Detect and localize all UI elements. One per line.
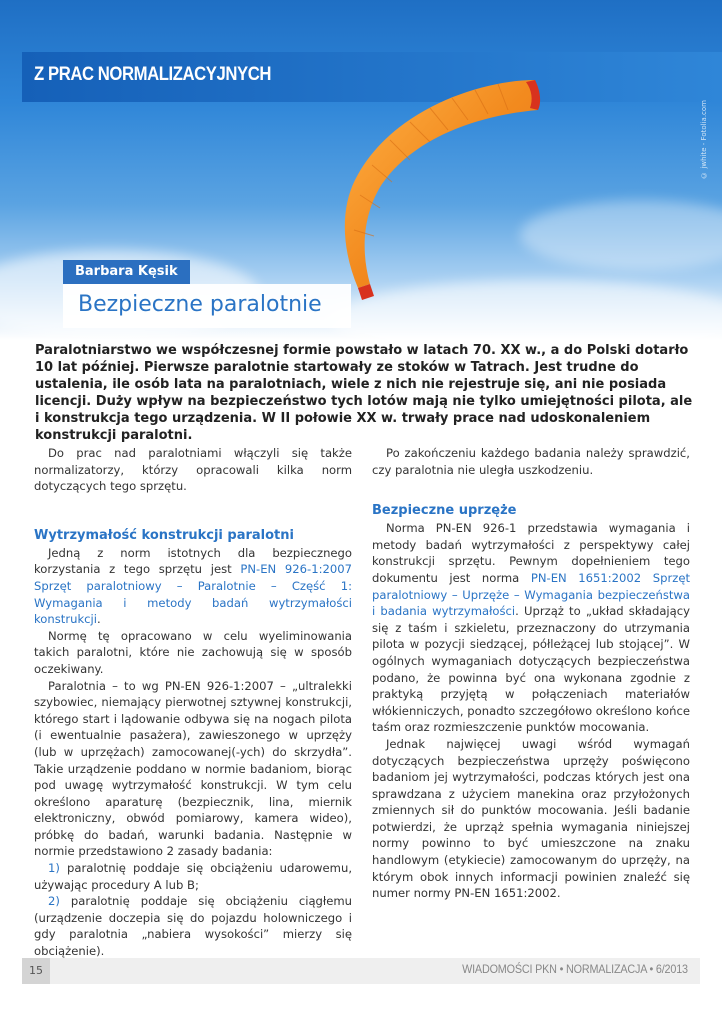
list-item — [34, 893, 352, 959]
wing-canopy — [345, 80, 538, 288]
paragraph — [372, 520, 690, 736]
list-item-text: paralotnię poddaje się obciążeniu udarowemu, używając procedury A lub B; — [34, 861, 353, 892]
article-lead: Paralotniarstwo we współczesnej formie powstało w latach 70. XX w., a do Polski dotarło 10 lat później. Pierwsze paralotnie startowały ze stoków w Tatrach. Jest trudne do ustalenia, ile osób lata na paralotniach, wiele z nich nie rejestruje się, ani nie posiada licencji. Duży wpływ na bezpieczeństwo tych lotów mają nie tylko umiejętności pilota, ale i konstrukcja tego urządzenia. W II połowie XX w. trwały prace nad udoskonaleniem konstrukcji paralotni. — [35, 343, 693, 443]
list-item-text: paralotnię poddaje się obciążeniu ciągłemu (urządzenie doczepia się do pojazdu holowniczego i gdy paralotnia „nabiera wysokości” mierzy się obciążenie). — [34, 894, 352, 959]
photo-credit: © jwhite - Fotolia.com — [700, 100, 708, 179]
paragraph-text: . Uprząż to „układ składający się z taśm i szkieletu, przeznaczony do utrzymania pilota w pozycji siedzącej, półleżącej lub stojącej”. W ogólnych wymaganiach dotyczących bezpieczeństwa podano, że powinna być ona wykonana zgodnie z praktyką przyjętą w połączeniach materiałów włókienniczych, ponadto szczegółowo określono końce taśm oraz rozmieszczenie punktów mocowania. — [372, 604, 690, 735]
author-name: Barbara Kęsik — [63, 260, 190, 284]
section-heading-strength: Wytrzymałość konstrukcji paralotni — [34, 527, 294, 543]
list-item-number: 2) — [48, 894, 60, 909]
list-item — [34, 860, 352, 893]
paragraph: Jednak najwięcej uwagi wśród wymagań dotyczących bezpieczeństwa uprzęży poświęcono badaniom jej wytrzymałości, podczas których jest ona sprawdzana z użyciem manekina oraz przyłożonych zmiennych sił do punktów mocowania. Jeśli badanie potwierdzi, że uprząż spełnia wymagania niniejszej normy powinno to być umieszczone na znaku handlowym (etykiecie) zamocowanym do uprzęży, na którym obok innych informacji powinien znaleźć się numer normy PN-EN 1651:2002. — [372, 736, 690, 901]
standard-reference-link[interactable]: PN-EN 1651:2002 Sprzęt paralotniowy – Uprzęże – Wymagania bezpieczeństwa i badania wytrzymałości — [372, 570, 690, 619]
paragraph: Paralotnia – to wg PN-EN 926-1:2007 – „ultralekki szybowiec, niemający pierwotnej sztywnej konstrukcji, którego start i lądowanie odbywa się na nogach pilota (i ewentualnie pasażera), zawieszonego w uprzęży (lub w uprzężach) zamocowanej(-ych) do skrzydła”. Takie urządzenie poddano w normie badaniom, biorąc pod uwagę wytrzymałość konstrukcji. W tym celu określono aparaturę (bezpiecznik, lina, miernik elektroniczny, obwód pomiarowy, kamera wideo), próbkę do badań, warunki badania. Następnie w normie przedstawiono 2 zasady badania: — [34, 678, 352, 859]
paragraph — [34, 545, 352, 628]
right-column — [372, 445, 690, 902]
publication-info: WIADOMOŚCI PKN • NORMALIZACJA • 6/2013 — [462, 962, 688, 976]
intro-paragraph: Po zakończeniu każdego badania należy sprawdzić, czy paralotnia nie uległa uszkodzeniu. — [372, 446, 690, 477]
list-item-number: 1) — [48, 861, 60, 876]
paragraph-text: Norma PN-EN 926-1 przedstawia wymagania i metody badań wytrzymałości z perspektywy całej konstrukcji sprzętu. Pewnym dopełnieniem tego dokumentu jest norma — [372, 521, 690, 585]
page-number: 15 — [22, 958, 50, 984]
left-column — [34, 445, 352, 960]
paragraph-text: Jedną z norm istotnych dla bezpiecznego korzystania z tego sprzętu jest — [34, 545, 352, 577]
paragraph: Normę tę opracowano w celu wyeliminowania takich paralotni, które nie zachowują się w sposób oczekiwany. — [34, 628, 352, 676]
standard-reference-link[interactable]: PN-EN 926-1:2007 Sprzęt paralotniowy – Paralotnie – Część 1: Wymagania i metody badań wytrzymałości konstrukcji — [34, 562, 352, 627]
section-title: Z PRAC NORMALIZACYJNYCH — [34, 64, 271, 85]
article-title: Bezpieczne paralotnie — [78, 292, 322, 317]
paragraph-text: . — [96, 612, 101, 627]
paraglider-wing-image — [330, 70, 570, 310]
section-heading-harness: Bezpieczne uprzęże — [372, 503, 517, 519]
intro-paragraph: Do prac nad paralotniami włączyli się także normalizatorzy, którzy opracowali kilka norm dotyczących tego sprzętu. — [34, 446, 352, 494]
